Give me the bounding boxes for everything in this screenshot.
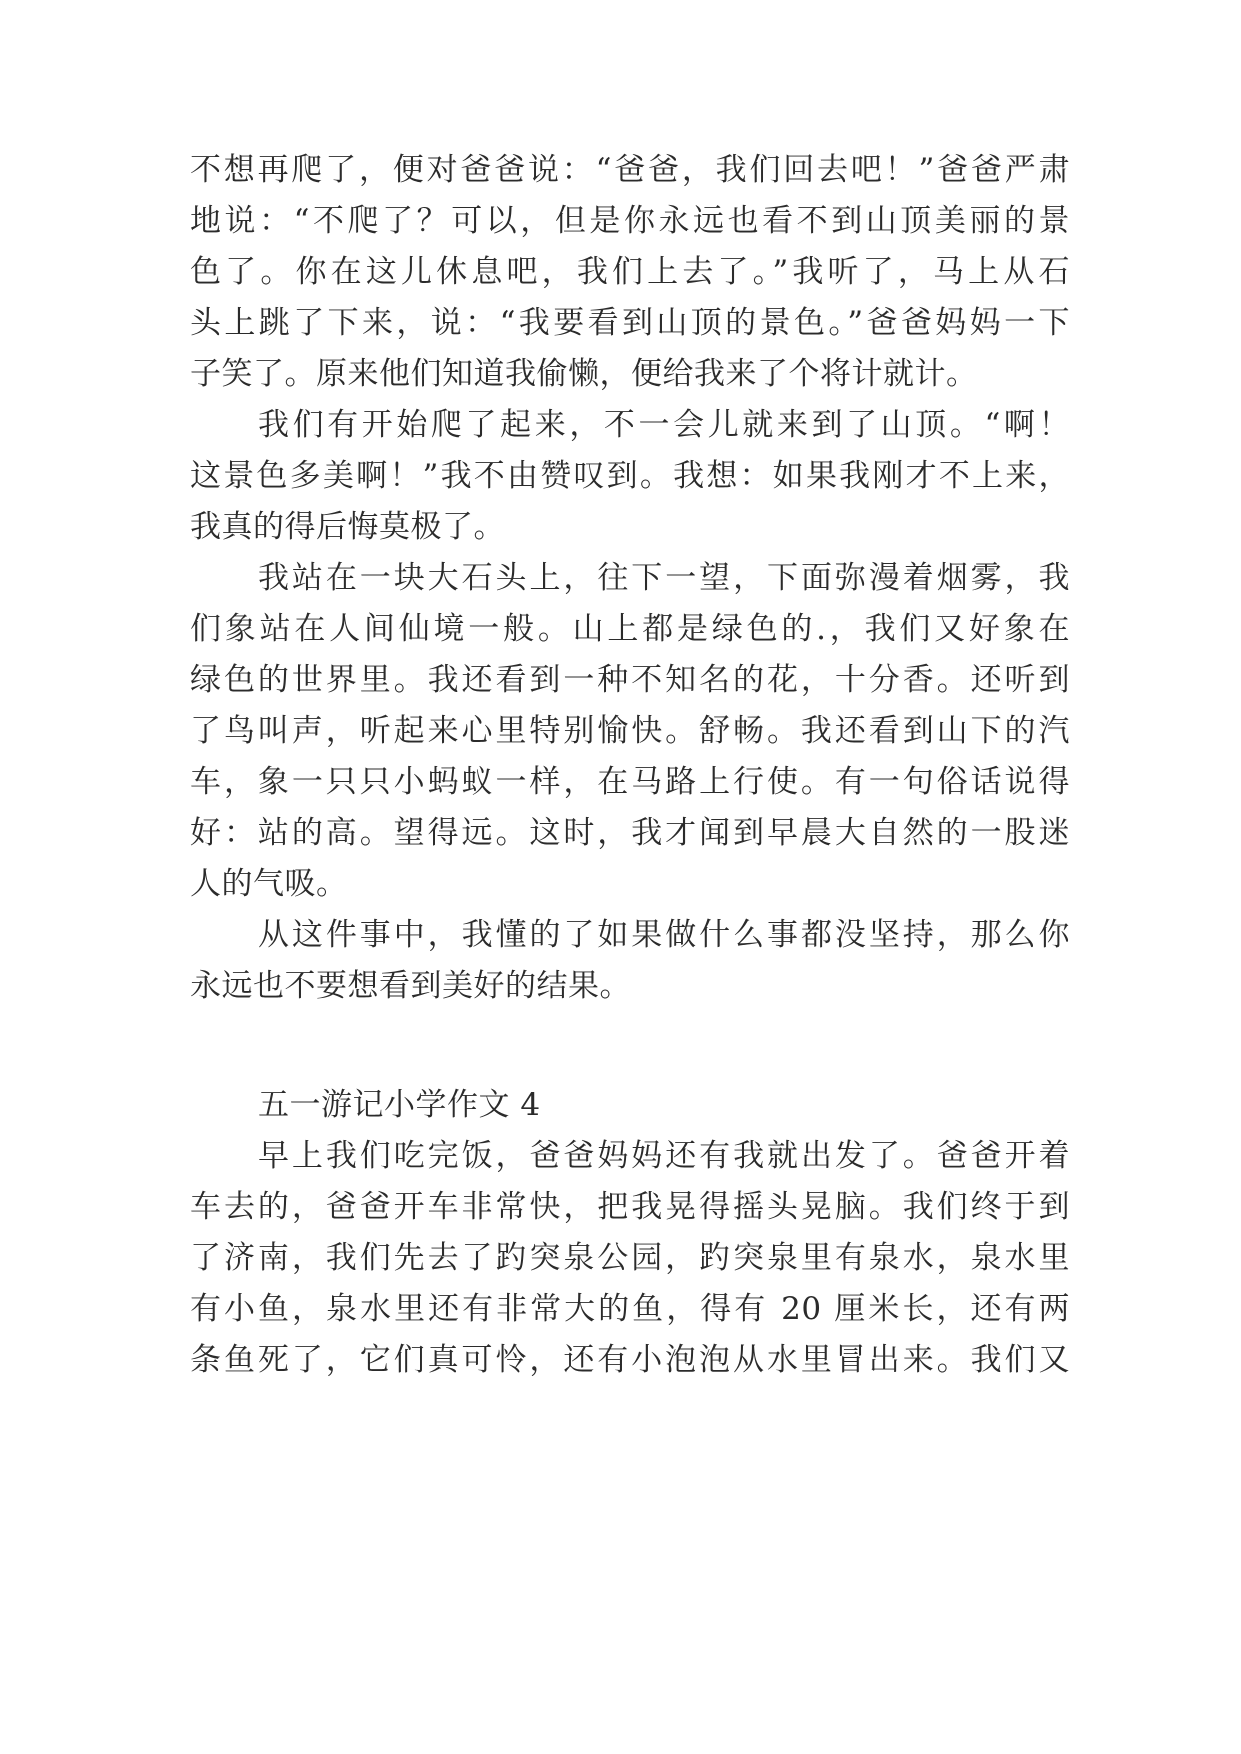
- body-line: 我站在一块大石头上，往下一望，下面弥漫着烟雾，我: [258, 560, 1070, 596]
- body-line: 们象站在人间仙境一般。山上都是绿色的.，我们又好象在: [190, 611, 1070, 647]
- body-line: 车，象一只只小蚂蚁一样，在马路上行使。有一句俗话说得: [190, 764, 1070, 800]
- body-line: 子笑了。原来他们知道我偷懒，便给我来了个将计就计。: [190, 356, 978, 392]
- body-line: 我们有开始爬了起来，不一会儿就来到了山顶。“啊！: [258, 407, 1070, 443]
- body-line: 这景色多美啊！”我不由赞叹到。我想：如果我刚才不上来，: [190, 458, 1070, 494]
- body-line: 头上跳了下来，说：“我要看到山顶的景色。”爸爸妈妈一下: [190, 305, 1070, 341]
- body-line: 从这件事中，我懂的了如果做什么事都没坚持，那么你: [258, 917, 1070, 953]
- body-line: 条鱼死了，它们真可怜，还有小泡泡从水里冒出来。我们又: [190, 1342, 1070, 1378]
- body-line: 了鸟叫声，听起来心里特别愉快。舒畅。我还看到山下的汽: [190, 713, 1070, 749]
- body-line: 永远也不要想看到美好的结果。: [190, 968, 631, 1004]
- body-line: 车去的，爸爸开车非常快，把我晃得摇头晃脑。我们终于到: [190, 1189, 1070, 1225]
- body-line: 我真的得后悔莫极了。: [190, 509, 505, 545]
- body-line: 早上我们吃完饭，爸爸妈妈还有我就出发了。爸爸开着: [258, 1138, 1070, 1174]
- body-line: 好：站的高。望得远。这时，我才闻到早晨大自然的一股迷: [190, 815, 1070, 851]
- body-line: 绿色的世界里。我还看到一种不知名的花，十分香。还听到: [190, 662, 1070, 698]
- section-heading: 五一游记小学作文 4: [258, 1087, 541, 1123]
- body-line: 不想再爬了，便对爸爸说：“爸爸，我们回去吧！”爸爸严肃: [190, 152, 1070, 188]
- body-line: 了济南，我们先去了趵突泉公园，趵突泉里有泉水，泉水里: [190, 1240, 1070, 1276]
- body-line: 地说：“不爬了？可以，但是你永远也看不到山顶美丽的景: [190, 203, 1070, 239]
- body-line: 人的气吸。: [190, 866, 348, 902]
- body-line: 色了。你在这儿休息吧，我们上去了。”我听了，马上从石: [190, 254, 1070, 290]
- body-line: 有小鱼，泉水里还有非常大的鱼，得有 20 厘米长，还有两: [190, 1291, 1070, 1327]
